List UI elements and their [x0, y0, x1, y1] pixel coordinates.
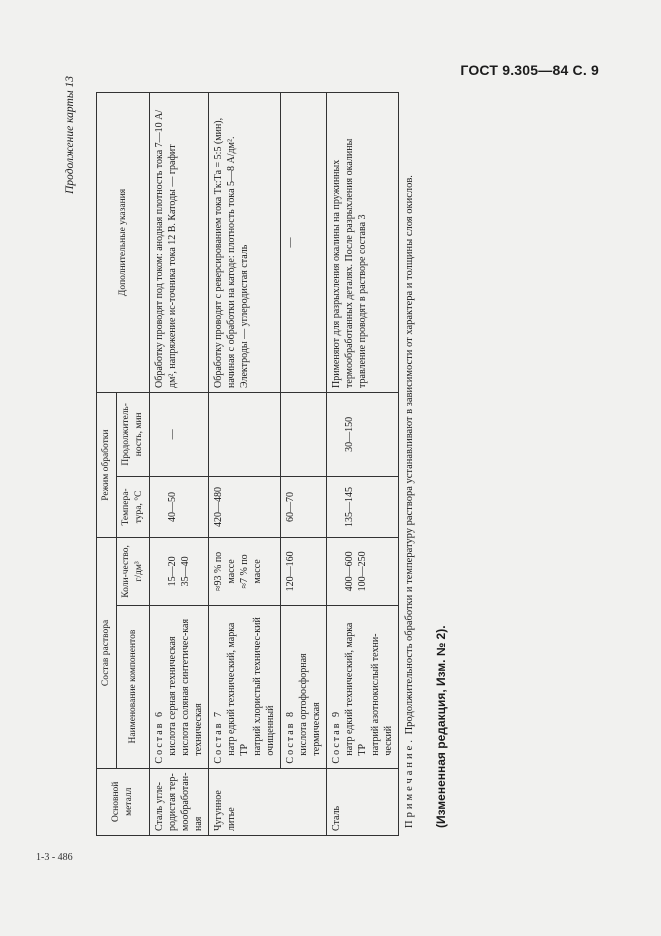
- header-duration: Продолжитель-ность, мин: [117, 392, 150, 476]
- table-note: [404, 88, 415, 828]
- temperature-value: 420—480: [213, 486, 224, 527]
- duration-cell: [327, 392, 399, 476]
- component-item: кислота серная техническая: [167, 636, 178, 756]
- quantity-value: ≈7 % по массе: [239, 554, 263, 589]
- header-base-metal: Основной металл: [97, 768, 150, 835]
- page-footer: 1-3 - 486: [36, 852, 73, 863]
- quantity-cell: [150, 538, 209, 605]
- notes-cell: Обработку проводят с реверсированием тока Tк:Tа = 5:5 (мин), начиная с обработки на катоде: плотность тока 5—8 А/дм². Электроды — углеродистая сталь: [209, 93, 281, 393]
- table-row: [209, 93, 281, 836]
- quantity-cell: [281, 538, 327, 605]
- temperature-value: 40—50: [167, 491, 178, 522]
- duration-cell: [150, 392, 209, 476]
- components-cell: [327, 605, 399, 768]
- metal-cell: Чугунное литье: [209, 768, 327, 835]
- duration-cell: [281, 392, 327, 476]
- notes-cell: Обработку проводят под током: анодная плотность тока 7—10 А/дм², напряжение ис-точника тока 12 В. Катоды — графит: [150, 93, 209, 393]
- duration-value: 30—150: [344, 416, 355, 452]
- table-row: [327, 93, 399, 836]
- components-cell: [281, 605, 327, 768]
- table-row: [150, 93, 209, 836]
- composition-label: Состав 8: [285, 710, 296, 764]
- duration-value: —: [167, 429, 178, 440]
- temperature-value: 135—145: [344, 486, 355, 527]
- header-component-name: Наименование компонентов: [117, 605, 150, 768]
- edition-note: (Измененная редакция, Изм. № 2).: [434, 625, 448, 828]
- components-cell: [209, 605, 281, 768]
- components-cell: [150, 605, 209, 768]
- quantity-value: ≈93 % по массе: [213, 551, 237, 591]
- quantity-value: 15—20: [167, 556, 178, 587]
- component-item: натрий хлористый техничес-кий очищенный: [252, 617, 276, 756]
- note-text: Продолжительность обработки и температуру раствора устанавливают в зависимости от характера и толщины слоя окислов.: [404, 175, 415, 735]
- composition-label: Состав 6: [154, 710, 165, 764]
- temperature-cell: [150, 476, 209, 538]
- component-item: натрий азотнокислый техни-ческий: [370, 633, 394, 756]
- table-row: [281, 93, 327, 836]
- metal-cell: Сталь: [327, 768, 399, 835]
- quantity-value: 400—600: [344, 551, 355, 592]
- quantity-value: 35—40: [180, 556, 191, 587]
- composition-label: Состав 7: [213, 710, 224, 764]
- header-quantity: Коли-чество, г/дм³: [117, 538, 150, 605]
- composition-label: Состав 9: [331, 710, 342, 764]
- temperature-value: 60—70: [285, 491, 296, 522]
- header-solution: Состав раствора: [97, 538, 117, 768]
- quantity-cell: [209, 538, 281, 605]
- note-label: Примечание.: [404, 737, 415, 828]
- treatment-table: [96, 92, 399, 836]
- notes-cell: Применяют для разрыхления окалины на пружинных термообработанных деталях. После разрыхления окалины травление проводят в растворе состава 3: [327, 93, 399, 393]
- header-mode: Режим обработки: [97, 392, 117, 537]
- component-item: натр едкий технический, марка ТР: [344, 622, 368, 756]
- component-item: кислота соляная синтетичес-кая техническая: [180, 618, 204, 756]
- continuation-label: Продолжение карты 13: [64, 76, 76, 194]
- component-item: натр едкий технический, марка ТР: [226, 622, 250, 756]
- quantity-value: 100—250: [357, 551, 368, 592]
- duration-cell: [209, 392, 281, 476]
- page-header: ГОСТ 9.305—84 С. 9: [460, 62, 599, 78]
- header-notes: Дополнительные указания: [97, 93, 150, 393]
- temperature-cell: [209, 476, 281, 538]
- notes-cell: —: [281, 93, 327, 393]
- metal-cell: Сталь угле-родистая тер-мообработан-ная: [150, 768, 209, 835]
- component-item: кислота ортофосфорная термическая: [298, 653, 322, 756]
- temperature-cell: [281, 476, 327, 538]
- quantity-value: 120—160: [285, 551, 296, 592]
- quantity-cell: [327, 538, 399, 605]
- rotated-content: [64, 76, 584, 836]
- header-temperature: Темпера-тура, °С: [117, 476, 150, 538]
- temperature-cell: [327, 476, 399, 538]
